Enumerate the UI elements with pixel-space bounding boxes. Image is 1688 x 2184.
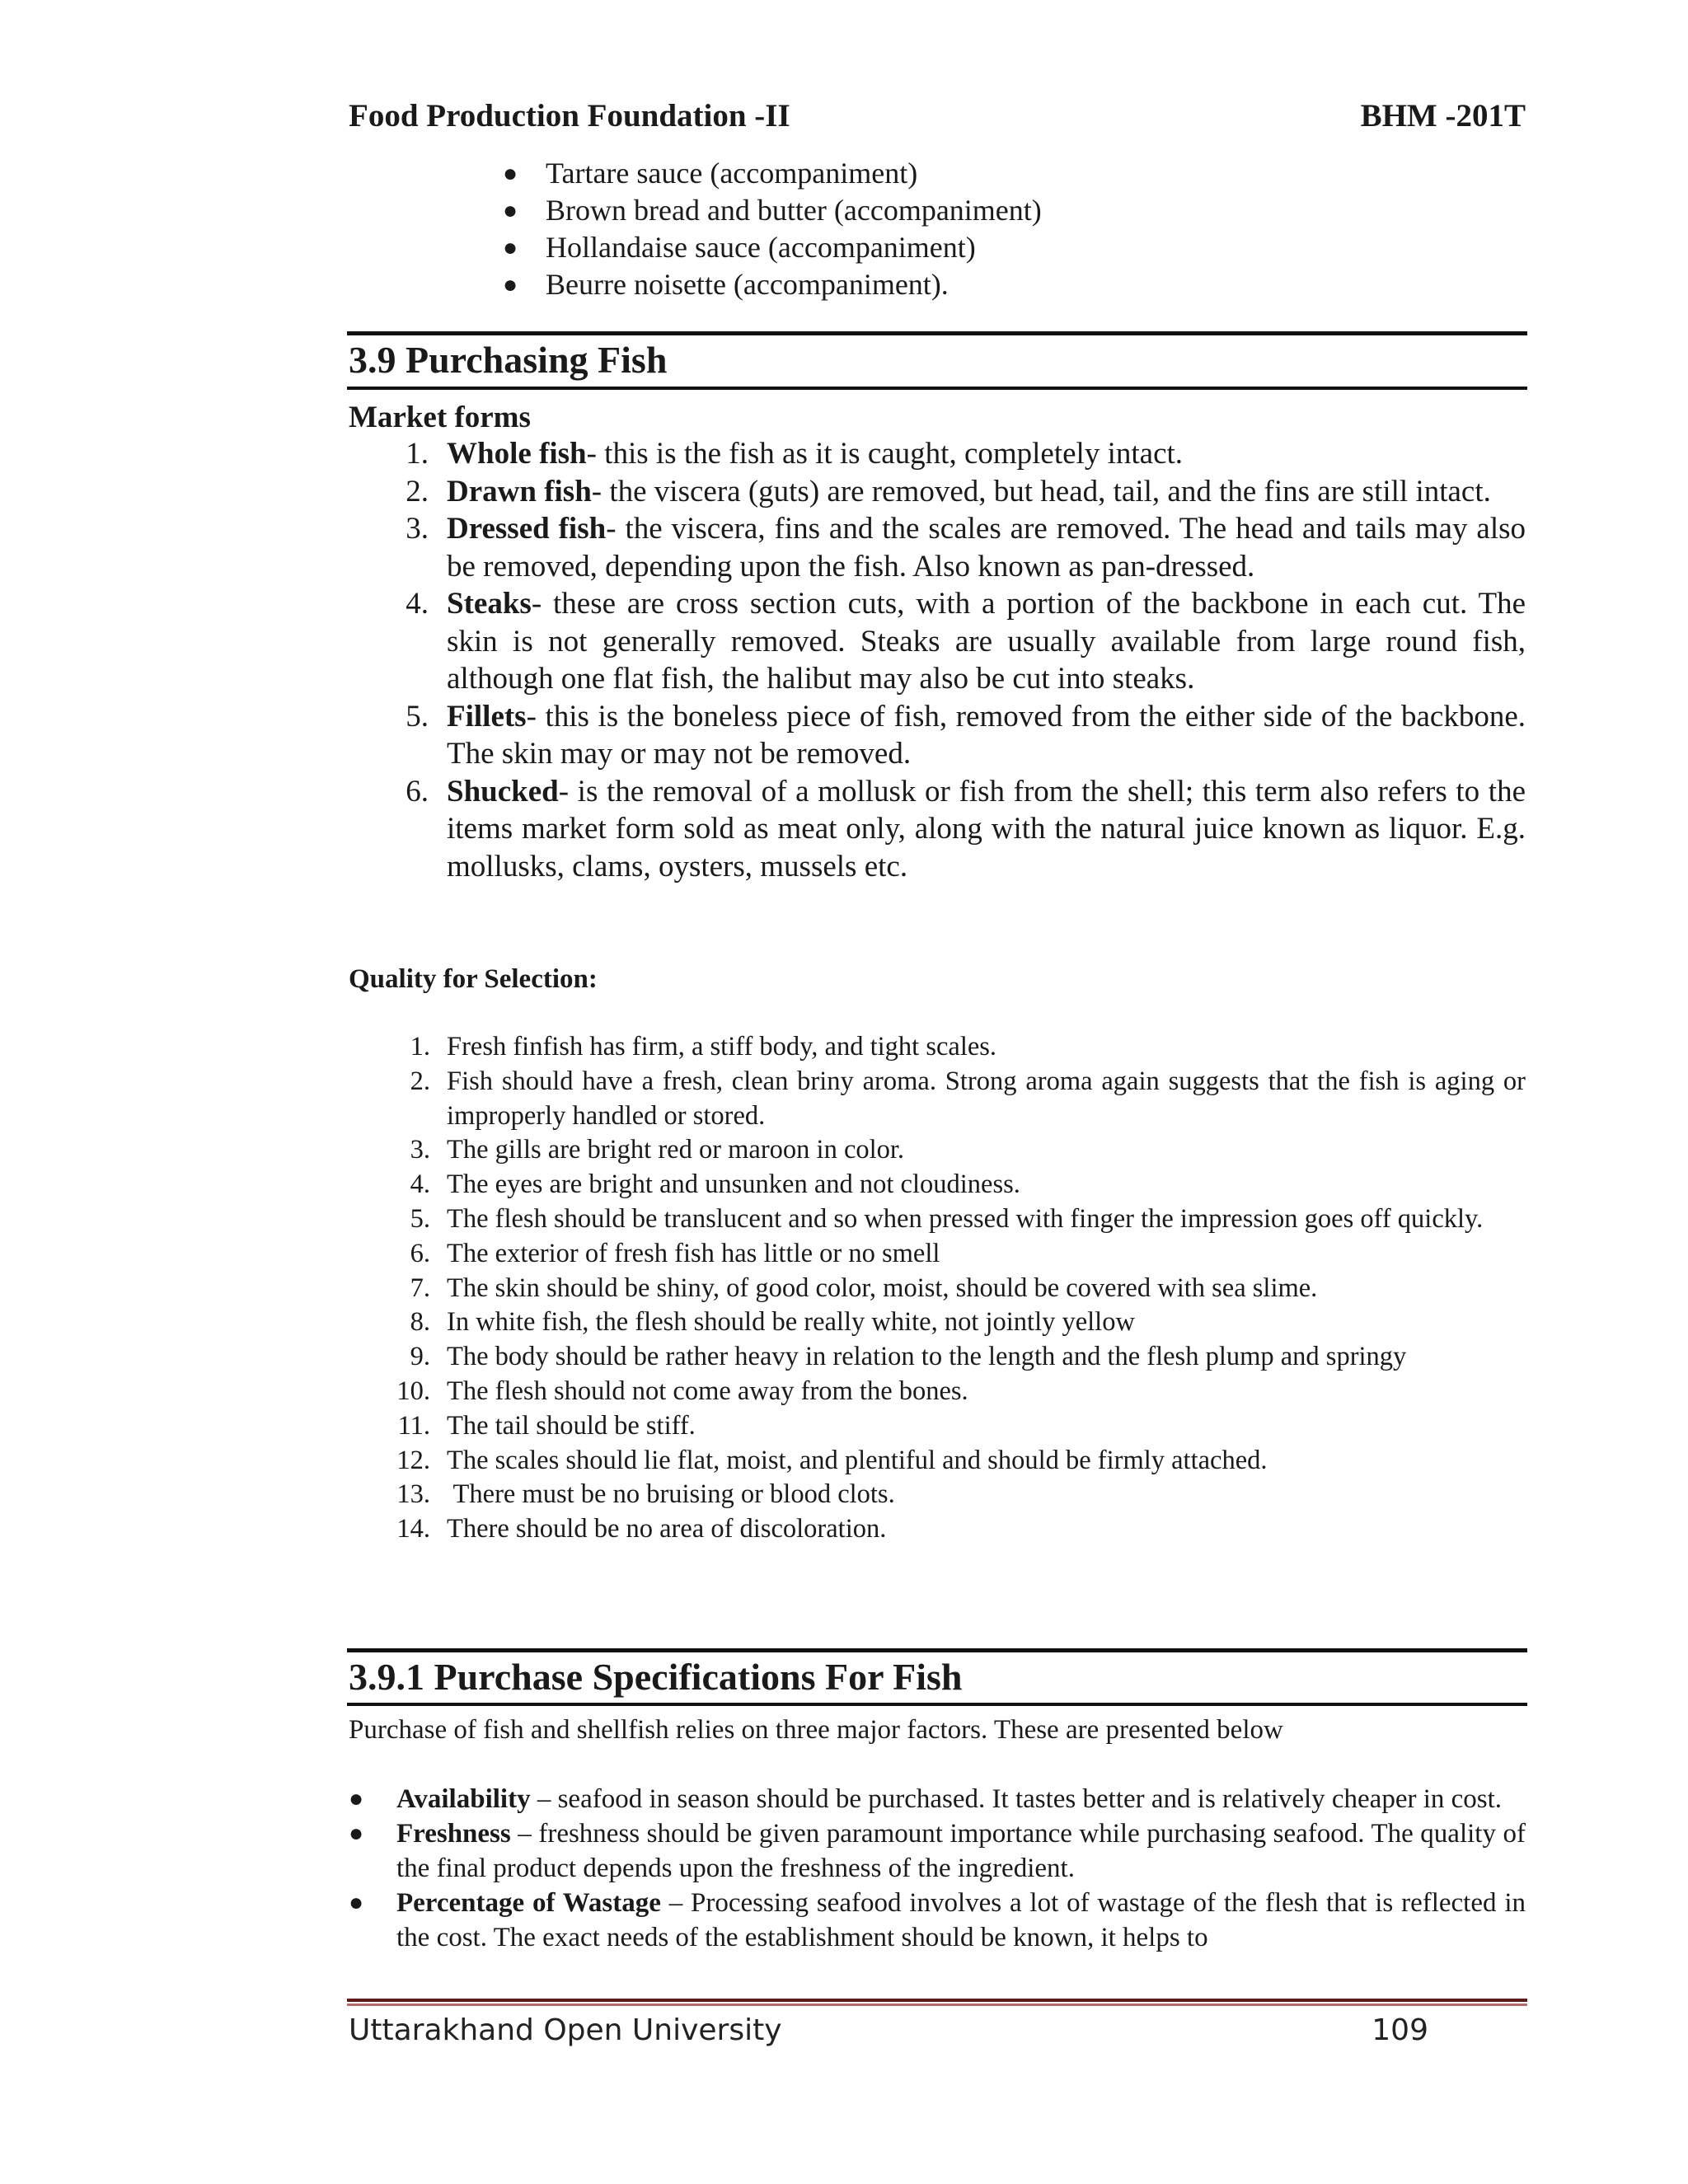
- bullet-icon: ●: [349, 1820, 364, 1847]
- list-item: 9. The body should be rather heavy in relation to the length and the flesh plump and springy: [410, 1342, 1407, 1372]
- term: Dressed fish: [447, 512, 607, 546]
- section-title-3-9: 3.9 Purchasing Fish: [349, 339, 668, 381]
- list-item: 2. Drawn fish- the viscera (guts) are removed, but head, tail, and the fins are still intact.: [406, 474, 1491, 509]
- list-item: 4. The eyes are bright and unsunken and not cloudiness.: [410, 1169, 1020, 1200]
- bullet-icon: ●: [503, 160, 518, 187]
- list-item: 3. Dressed fish- the viscera, fins and the scales are removed. The head and tails may also be removed, depending upon the fish. Also known as pan-dressed.: [406, 512, 1526, 583]
- page-header: [349, 97, 1526, 138]
- list-item: ● Brown bread and butter (accompaniment): [503, 192, 1525, 229]
- list-item: 12. The scales should lie flat, moist, and plentiful and should be firmly attached.: [396, 1445, 1268, 1475]
- list-item: 8. In white fish, the flesh should be really white, not jointly yellow: [410, 1307, 1135, 1338]
- bullet-icon: ●: [349, 1889, 364, 1916]
- university-name: Uttarakhand Open University: [349, 2013, 782, 2047]
- section-title-3-9-1: 3.9.1 Purchase Specifications For Fish: [349, 1656, 963, 1698]
- term: Fillets: [447, 699, 527, 733]
- list-item: 11. The tail should be stiff.: [397, 1410, 696, 1441]
- list-item: 3. The gills are bright red or maroon in color.: [410, 1135, 905, 1165]
- footer-rule-light: [347, 2004, 1527, 2006]
- list-item: ● Freshness – freshness should be given paramount importance while purchasing seafood. The quality of the final product depends upon the freshness of the ingredient.: [349, 1816, 1526, 1886]
- section-intro: Purchase of fish and shellfish relies on three major factors. These are presented below: [349, 1715, 1283, 1745]
- list-item: ● Percentage of Wastage – Processing seafood involves a lot of wastage of the flesh that is reflected in the cost. The exact needs of the establishment should be known, it helps to: [349, 1886, 1526, 1955]
- term: Percentage of Wastage: [396, 1888, 661, 1918]
- list-item: ● Tartare sauce (accompaniment): [503, 155, 1525, 192]
- term: Drawn fish: [447, 474, 592, 509]
- bullet-icon: ●: [503, 271, 518, 298]
- term: Steaks: [447, 587, 532, 621]
- list-item: ● Beurre noisette (accompaniment).: [503, 266, 1525, 303]
- market-forms-list: [387, 435, 1526, 885]
- list-item: 2. Fish should have a fresh, clean briny aroma. Strong aroma again suggests that the fish is aging or improperly handled or stored.: [410, 1066, 1526, 1131]
- factors-list: [349, 1782, 1526, 1955]
- term: Shucked: [447, 774, 559, 808]
- bullet-icon: ●: [503, 197, 518, 224]
- section-rule-top: [347, 1648, 1527, 1652]
- term: Freshness: [396, 1819, 511, 1849]
- bullet-icon: ●: [503, 234, 518, 261]
- list-item: 7. The skin should be shiny, of good color, moist, should be covered with sea slime.: [410, 1272, 1318, 1303]
- list-item: 4. Steaks- these are cross section cuts, with a portion of the backbone in each cut. The skin is not generally removed. Steaks are usually available from large round fish, although one flat fish, the halibut may also be cut into steaks.: [406, 587, 1526, 696]
- list-item: 1. Fresh finfish has firm, a stiff body, and tight scales.: [410, 1032, 997, 1062]
- accompaniment-list: [503, 155, 1525, 303]
- list-item: 10. The flesh should not come away from the bones.: [396, 1376, 968, 1406]
- section-rule-bottom: [347, 1703, 1527, 1706]
- list-item: 6. Shucked- is the removal of a mollusk or fish from the shell; this term also refers to the items market form sold as meat only, along with the natural juice known as liquor. E.g. mollusks, clams, oysters, mussels etc.: [406, 774, 1526, 883]
- market-forms-heading: Market forms: [349, 401, 531, 434]
- list-item: 14. There should be no area of discoloration.: [396, 1514, 887, 1544]
- section-rule-top: [347, 331, 1527, 335]
- page-number: 109: [1372, 2013, 1428, 2047]
- list-item: 5. The flesh should be translucent and so when pressed with finger the impression goes off quickly.: [410, 1203, 1484, 1234]
- course-title: Food Production Foundation -II: [349, 98, 790, 134]
- section-rule-bottom: [347, 387, 1527, 390]
- list-item: ● Availability – seafood in season should be purchased. It tastes better and is relatively cheaper in cost.: [349, 1782, 1526, 1816]
- page-footer: [349, 2013, 1428, 2055]
- bullet-icon: ●: [349, 1785, 364, 1812]
- quality-heading: Quality for Selection:: [349, 964, 598, 994]
- list-item: 1. Whole fish- this is the fish as it is caught, completely intact.: [406, 437, 1184, 471]
- course-code: BHM -201T: [1360, 98, 1526, 134]
- list-item: ● Hollandaise sauce (accompaniment): [503, 229, 1525, 266]
- footer-rule-dark: [347, 1999, 1527, 2002]
- list-item: 13. There must be no bruising or blood clots.: [396, 1479, 895, 1510]
- list-item: 6. The exterior of fresh fish has little or no smell: [410, 1238, 940, 1268]
- quality-list: [387, 1030, 1526, 1547]
- list-item: 5. Fillets- this is the boneless piece of fish, removed from the either side of the backbone. The skin may or may not be removed.: [406, 699, 1526, 771]
- term: Whole fish: [447, 437, 587, 471]
- term: Availability: [396, 1784, 531, 1814]
